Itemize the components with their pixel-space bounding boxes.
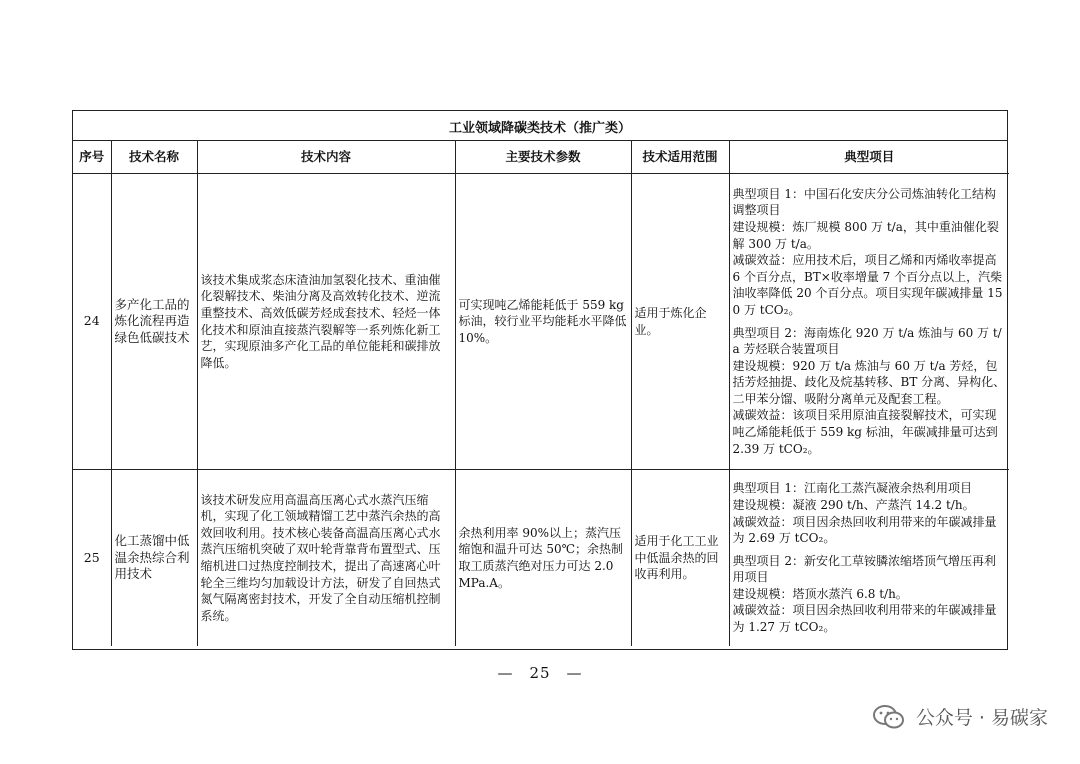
project-benefit: 减碳效益：应用技术后，项目乙烯和丙烯收率提高 6 个百分点，BT×收率增量 7 个百分点以上，汽柴油收率降低 20 个百分点。项目实现年碳减排量 150 万 tCO₂。	[732, 253, 1003, 317]
technology-content: 该技术研发应用高温高压离心式水蒸汽压缩机，实现了化工领域精馏工艺中蒸汽余热的高效回收利用。技术核心装备高温高压离心式水蒸汽压缩机突破了双叶轮背靠背布置型式、压缩机进口过热度控制技术，提出了高速离心叶轮全三维均匀加载设计方法，研发了自回热式氮气隔离密封技术，开发了全自动压缩机控制系统。	[197, 470, 455, 647]
project-scale: 建设规模：炼厂规模 800 万 t/a，其中重油催化裂解 300 万 t/a。	[732, 219, 999, 251]
technology-params: 余热利用率 90%以上；蒸汽压缩饱和温升可达 50℃；余热制取工质蒸汽绝对压力可达 2.0 MPa.A。	[455, 470, 631, 647]
page-number: — 25 —	[497, 664, 583, 682]
typical-projects	[729, 470, 1009, 647]
project-benefit: 减碳效益：该项目采用原油直接裂解技术，可实现吨乙烯能耗低于 559 kg 标油，年碳减排量可达到 2.39 万 tCO₂。	[732, 408, 998, 456]
technology-params: 可实现吨乙烯能耗低于 559 kg 标油，较行业平均能耗水平降低 10%。	[455, 174, 631, 470]
project-scale: 建设规模：920 万 t/a 炼油与 60 万 t/a 芳烃，包括芳烃抽提、歧化及烷基转移、BT 分离、异构化、二甲苯分馏、吸附分离单元及配套工程。	[732, 358, 1006, 406]
watermark	[872, 703, 1048, 730]
project-scale: 建设规模：塔顶水蒸汽 6.8 t/h。	[732, 586, 908, 601]
row-number: 24	[73, 174, 111, 470]
project-benefit: 减碳效益：项目因余热回收利用带来的年碳减排量为 1.27 万 tCO₂。	[732, 603, 997, 635]
header-projects: 典型项目	[729, 141, 1009, 174]
technology-name: 化工蒸馏中低温余热综合利用技术	[111, 470, 197, 647]
header-no: 序号	[73, 141, 111, 174]
header-content: 技术内容	[197, 141, 455, 174]
technology-content: 该技术集成浆态床渣油加氢裂化技术、重油催化裂解技术、柴油分离及高效转化技术、逆流重整技术、高效低碳芳烃成套技术、轻烃一体化技术和原油直接蒸汽裂解等一系列炼化新工艺，实现原油多产化工品的单位能耗和碳排放降低。	[197, 174, 455, 470]
header-name: 技术名称	[111, 141, 197, 174]
project-title: 典型项目 1：江南化工蒸汽凝液余热利用项目	[732, 481, 972, 496]
wechat-icon	[872, 704, 906, 730]
header-row	[73, 141, 1009, 174]
header-params: 主要技术参数	[455, 141, 631, 174]
table-title: 工业领域降碳类技术（推广类）	[73, 111, 1007, 141]
project-title: 典型项目 1：中国石化安庆分公司炼油转化工结构调整项目	[732, 186, 996, 218]
technology-table	[73, 141, 1009, 646]
typical-projects	[729, 174, 1009, 470]
technology-scope: 适用于炼化企业。	[631, 174, 729, 470]
watermark-text: 公众号 · 易碳家	[915, 707, 1048, 729]
project-scale: 建设规模：凝液 290 t/h、产蒸汽 14.2 t/h。	[732, 497, 975, 512]
project-benefit: 减碳效益：项目因余热回收利用带来的年碳减排量为 2.69 万 tCO₂。	[732, 514, 997, 546]
header-scope: 技术适用范围	[631, 141, 729, 174]
table-frame	[72, 110, 1008, 650]
project-title: 典型项目 2：海南炼化 920 万 t/a 炼油与 60 万 t/a 芳烃联合装置项目	[732, 325, 1002, 357]
project-title: 典型项目 2：新安化工草铵膦浓缩塔顶气增压再利用项目	[732, 553, 996, 585]
row-number: 25	[73, 470, 111, 647]
table-row	[73, 470, 1009, 647]
table-row	[73, 174, 1009, 470]
technology-scope: 适用于化工工业中低温余热的回收再利用。	[631, 470, 729, 647]
technology-name: 多产化工品的炼化流程再造绿色低碳技术	[111, 174, 197, 470]
